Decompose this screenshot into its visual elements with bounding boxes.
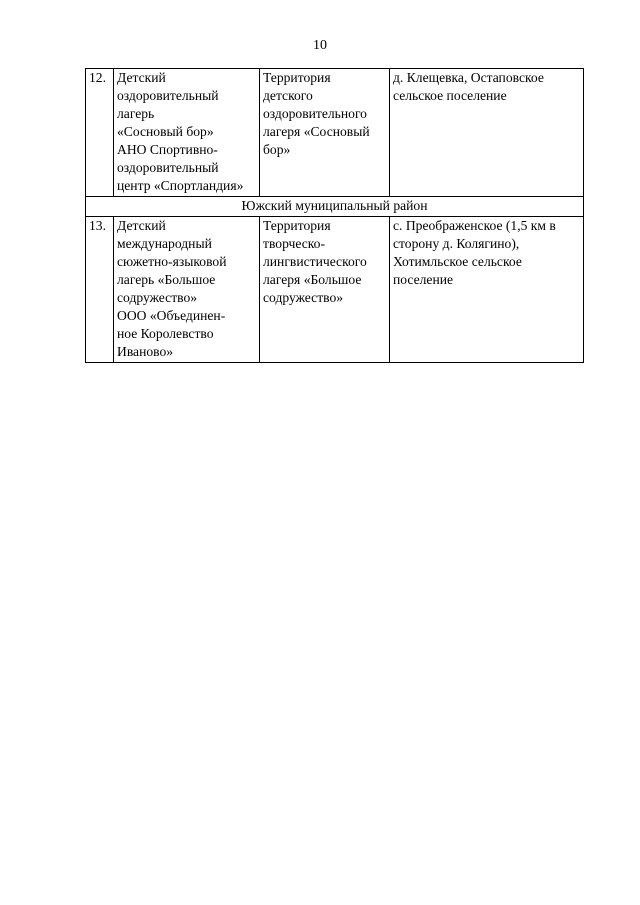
camps-table [85, 68, 584, 363]
table-row [86, 69, 584, 197]
location-cell: д. Клещевка, Остаповское сельское поселение [390, 69, 584, 197]
region-header-row [86, 197, 584, 217]
row-number-cell: 13. [86, 217, 114, 363]
page-number: 10 [313, 38, 327, 53]
row-number-cell: 12. [86, 69, 114, 197]
camp-name-cell: Детский международный сюжетно-языковой лагерь «Большое содружество» ООО «Объединен- ное Королевство Иваново» [114, 217, 260, 363]
territory-cell: Территория детского оздоровительного лагеря «Сосновый бор» [260, 69, 390, 197]
location-cell: с. Преображенское (1,5 км в сторону д. Колягино), Хотимльское сельское поселение [390, 217, 584, 363]
table-row [86, 217, 584, 363]
camp-name-cell: Детский оздоровительный лагерь «Сосновый бор» АНО Спортивно- оздоровительный центр «Спортландия» [114, 69, 260, 197]
region-header: Южский муниципальный район [86, 197, 584, 217]
territory-cell: Территория творческо- лингвистического лагеря «Большое содружество» [260, 217, 390, 363]
